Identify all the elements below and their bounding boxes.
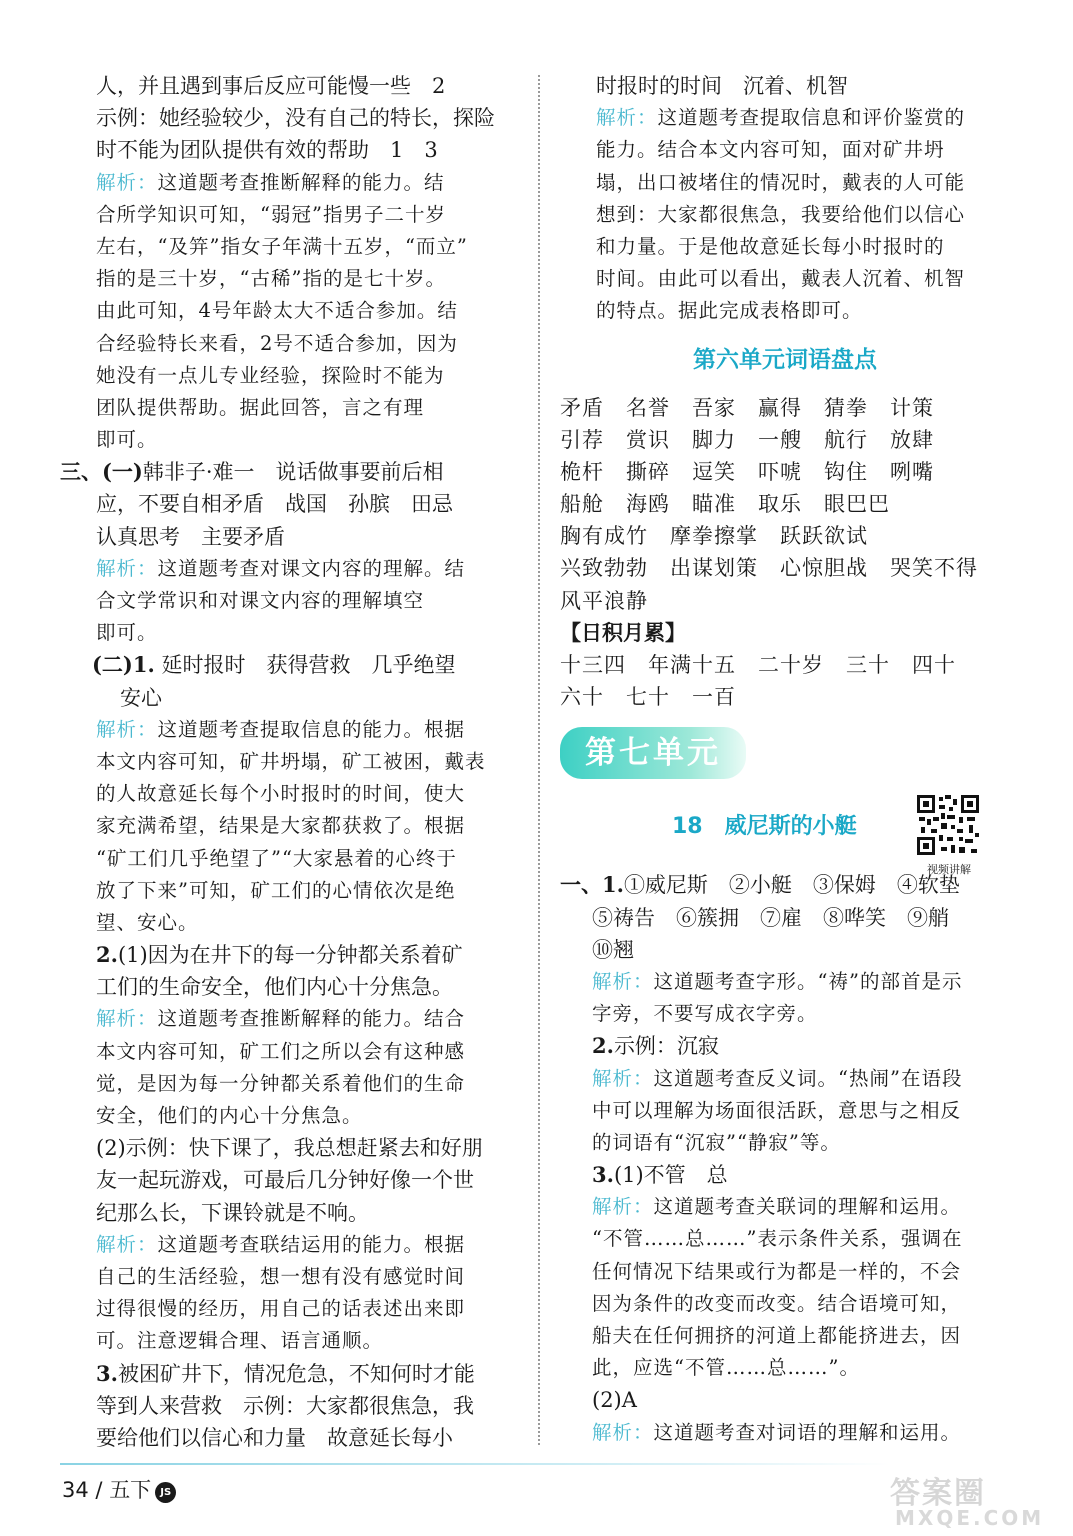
analysis-tag: 解析： bbox=[592, 969, 654, 993]
analysis-line: 想到：大家都很焦急，我要给他们以信心 bbox=[596, 202, 966, 226]
analysis-line: 的特点。据此完成表格即可。 bbox=[596, 299, 863, 323]
daily-accumulation-heading: 【日积月累】 bbox=[560, 619, 686, 645]
question-number: 2. bbox=[592, 1033, 614, 1059]
analysis-line: 左右，“及笄”指女子年满十五岁，“而立” bbox=[96, 234, 468, 258]
text-line: 人，并且遇到事后反应可能慢一些 2 bbox=[96, 74, 446, 98]
analysis-line: 的人故意延长每个小时报时的时间，使大 bbox=[96, 782, 466, 806]
analysis-line: 望、安心。 bbox=[96, 910, 199, 934]
text-line: ⑤祷告 ⑥簇拥 ⑦雇 ⑧哗笑 ⑨艄 bbox=[592, 905, 949, 930]
grade-label: 五下 bbox=[109, 1478, 152, 1502]
text-line: 工们的生命安全，他们内心十分焦急。 bbox=[96, 975, 453, 1000]
question-line: 2.(1)因为在井下的每一分钟都关系着矿 bbox=[96, 942, 463, 968]
text-line: 时不能为团队提供有效的帮助 1 3 bbox=[96, 138, 438, 163]
lesson-title: 18 威尼斯的小艇 bbox=[672, 814, 857, 840]
accumulation-row: 十三四 年满十五 二十岁 三十 四十 bbox=[560, 653, 956, 677]
word-row: 船舱 海鸥 瞄准 取乐 眼巴巴 bbox=[560, 492, 890, 517]
lesson-header bbox=[560, 789, 1010, 877]
analysis-line: 此，应选“不管……总……”。 bbox=[592, 1356, 860, 1380]
analysis-tag: 解析： bbox=[592, 1420, 654, 1444]
word-row: 矛盾 名誉 吾家 赢得 猜拳 计策 bbox=[560, 395, 934, 420]
word-row: 桅杆 撕碎 逗笑 吓唬 钩住 咧嘴 bbox=[560, 459, 934, 484]
text-line: 要给他们以信心和力量 故意延长每小 bbox=[96, 1425, 453, 1450]
text-line: (2)示例：快下课了，我总想赶紧去和好朋 bbox=[96, 1136, 483, 1161]
analysis-line: “不管……总……”表示条件关系，强调在 bbox=[592, 1227, 963, 1251]
analysis-line: 觉，是因为每一分钟都关系着他们的生命 bbox=[96, 1071, 466, 1095]
analysis-line: 由此可知，4号年龄太大不适合参加。结 bbox=[96, 299, 458, 323]
analysis-line: 解析：这道题考查字形。“祷”的部首是示 bbox=[592, 969, 963, 993]
section-label: 一、 bbox=[560, 872, 602, 898]
analysis-line: 合文学常识和对课文内容的理解填空 bbox=[96, 589, 425, 612]
edition-badge-icon: JS bbox=[155, 1482, 176, 1503]
text-line: 应，不要自相矛盾 战国 孙膑 田忌 bbox=[96, 492, 453, 517]
qr-code-icon[interactable] bbox=[915, 793, 981, 857]
question-number: 1. bbox=[132, 652, 155, 678]
analysis-line: 中可以理解为场面很活跃，意思与之相反 bbox=[592, 1098, 962, 1122]
qr-code-label: 视频讲解 bbox=[927, 863, 971, 877]
analysis-line: 解析：这道题考查推断解释的能力。结 bbox=[96, 170, 445, 194]
word-row: 胸有成竹 摩拳擦掌 跃跃欲试 bbox=[560, 524, 868, 549]
analysis-line: 可。注意逻辑合理、语言通顺。 bbox=[96, 1329, 384, 1353]
subsection-label: (一) bbox=[102, 459, 143, 485]
analysis-line: 解析：这道题考查反义词。“热闹”在语段 bbox=[592, 1066, 963, 1090]
text-line: 安心 bbox=[120, 685, 162, 710]
analysis-tag: 解析： bbox=[96, 556, 158, 580]
analysis-line: 因为条件的改变而改变。结合语境可知， bbox=[592, 1291, 962, 1315]
question-number: 1. bbox=[602, 872, 624, 898]
page-footer bbox=[62, 1474, 176, 1506]
analysis-line: 塌，出口被堵住的情况时，戴表的人可能 bbox=[596, 170, 966, 194]
analysis-line: 即可。 bbox=[96, 621, 158, 645]
text-line: 纪那么长，下课铃就是不响。 bbox=[96, 1200, 369, 1225]
analysis-line: 解析：这道题考查对课文内容的理解。结 bbox=[96, 556, 466, 580]
text-line: 友一起玩游戏，可最后几分钟好像一个世 bbox=[96, 1168, 474, 1193]
analysis-line: 即可。 bbox=[96, 428, 158, 452]
question-line: 2.示例：沉寂 bbox=[592, 1033, 719, 1059]
question-line: (二)1. 延时报时 获得营救 几乎绝望 bbox=[92, 652, 456, 678]
page-number: 34 bbox=[62, 1478, 89, 1502]
analysis-line: 船夫在任何拥挤的河道上都能挤进去，因 bbox=[592, 1324, 962, 1347]
analysis-line: 解析：这道题考查联结运用的能力。根据 bbox=[96, 1232, 466, 1256]
analysis-line: 能力。结合本文内容可知，面对矿井坍 bbox=[596, 138, 945, 162]
analysis-line: 她没有一点儿专业经验，探险时不能为 bbox=[96, 363, 445, 387]
analysis-line: 时间。由此可以看出，戴表人沉着、机智 bbox=[596, 267, 966, 291]
analysis-line: 安全，他们的内心十分焦急。 bbox=[96, 1104, 363, 1127]
analysis-tag: 解析： bbox=[96, 1007, 158, 1031]
analysis-line: 合经验特长来看，2号不适合参加，因为 bbox=[96, 331, 458, 355]
analysis-line: 本文内容可知，矿井坍塌，矿工被困，戴表 bbox=[96, 749, 486, 773]
question-number: 3. bbox=[96, 1360, 118, 1386]
section-three-line: 三、(一)韩非子·难一 说话做事要前后相 bbox=[60, 459, 444, 485]
analysis-line: 解析：这道题考查提取信息和评价鉴赏的 bbox=[596, 106, 966, 130]
footer-rule bbox=[60, 1463, 890, 1465]
right-column bbox=[560, 70, 1010, 1449]
analysis-line: 过得很慢的经历，用自己的话表述出来即 bbox=[96, 1297, 466, 1321]
analysis-tag: 解析： bbox=[96, 717, 158, 741]
footer-separator: / bbox=[95, 1478, 103, 1502]
analysis-line: 解析：这道题考查对词语的理解和运用。 bbox=[592, 1420, 962, 1444]
analysis-line: 解析：这道题考查推断解释的能力。结合 bbox=[96, 1007, 466, 1031]
analysis-line: “矿工们几乎绝望了”“大家悬着的心终于 bbox=[96, 846, 457, 870]
analysis-line: 团队提供帮助。据此回答，言之有理 bbox=[96, 395, 425, 419]
analysis-line: 和力量。于是他故意延长每小时报时的 bbox=[596, 234, 945, 258]
analysis-line: 指的是三十岁，“古稀”指的是七十岁。 bbox=[96, 267, 446, 291]
analysis-line: 放了下来”可知，矿工们的心情依次是绝 bbox=[96, 878, 456, 902]
analysis-line: 字旁，不要写成衣字旁。 bbox=[592, 1002, 818, 1026]
analysis-line: 的词语有“沉寂”“静寂”等。 bbox=[592, 1130, 841, 1154]
analysis-line: 解析：这道题考查提取信息的能力。根据 bbox=[96, 717, 466, 741]
text-line: 等到人来营救 示例：大家都很焦急，我 bbox=[96, 1393, 474, 1418]
word-row: 风平浪静 bbox=[560, 588, 648, 613]
question-line: 一、1.①威尼斯 ②小艇 ③保姆 ④软垫 bbox=[560, 872, 960, 898]
unit-six-heading: 第六单元词语盘点 bbox=[693, 346, 877, 373]
analysis-tag: 解析： bbox=[592, 1195, 654, 1219]
analysis-line: 家充满希望，结果是大家都获救了。根据 bbox=[96, 814, 466, 838]
unit-seven-banner: 第七单元 bbox=[560, 727, 746, 779]
text-line: 时报时的时间 沉着、机智 bbox=[596, 74, 848, 98]
section-label: 三、 bbox=[60, 459, 102, 485]
subsection-label: (二) bbox=[92, 652, 133, 678]
left-column bbox=[60, 70, 518, 1454]
analysis-tag: 解析： bbox=[592, 1066, 654, 1090]
question-number: 2. bbox=[96, 942, 118, 968]
word-row: 兴致勃勃 出谋划策 心惊胆战 哭笑不得 bbox=[560, 556, 978, 581]
analysis-line: 自己的生活经验，想一想有没有感觉时间 bbox=[96, 1264, 466, 1288]
question-number: 3. bbox=[592, 1162, 614, 1188]
analysis-line: 合所学知识可知，“弱冠”指男子二十岁 bbox=[96, 202, 446, 226]
analysis-line: 解析：这道题考查关联词的理解和运用。 bbox=[592, 1195, 962, 1219]
watermark-url: MXQE.COM bbox=[895, 1506, 1045, 1530]
analysis-line: 本文内容可知，矿工们之所以会有这种感 bbox=[96, 1039, 466, 1063]
text-line: 示例：她经验较少，没有自己的特长，探险 bbox=[96, 106, 495, 131]
column-divider bbox=[538, 75, 540, 1445]
text-line: 认真思考 主要矛盾 bbox=[96, 524, 285, 549]
analysis-tag: 解析： bbox=[96, 170, 158, 194]
question-line: 3.被困矿井下，情况危急，不知何时才能 bbox=[96, 1360, 475, 1386]
watermark-logo: 答案圈 bbox=[890, 1476, 986, 1511]
question-line: 3.(1)不管 总 bbox=[592, 1162, 728, 1188]
text-line: (2)A bbox=[592, 1388, 637, 1413]
analysis-tag: 解析： bbox=[596, 106, 658, 130]
text-line: ⑩翘 bbox=[592, 937, 634, 962]
accumulation-row: 六十 七十 一百 bbox=[560, 685, 736, 710]
analysis-tag: 解析： bbox=[96, 1232, 158, 1256]
analysis-line: 任何情况下结果或行为都是一样的，不会 bbox=[592, 1259, 962, 1283]
word-row: 引荐 赏识 脚力 一艘 航行 放肆 bbox=[560, 427, 934, 452]
